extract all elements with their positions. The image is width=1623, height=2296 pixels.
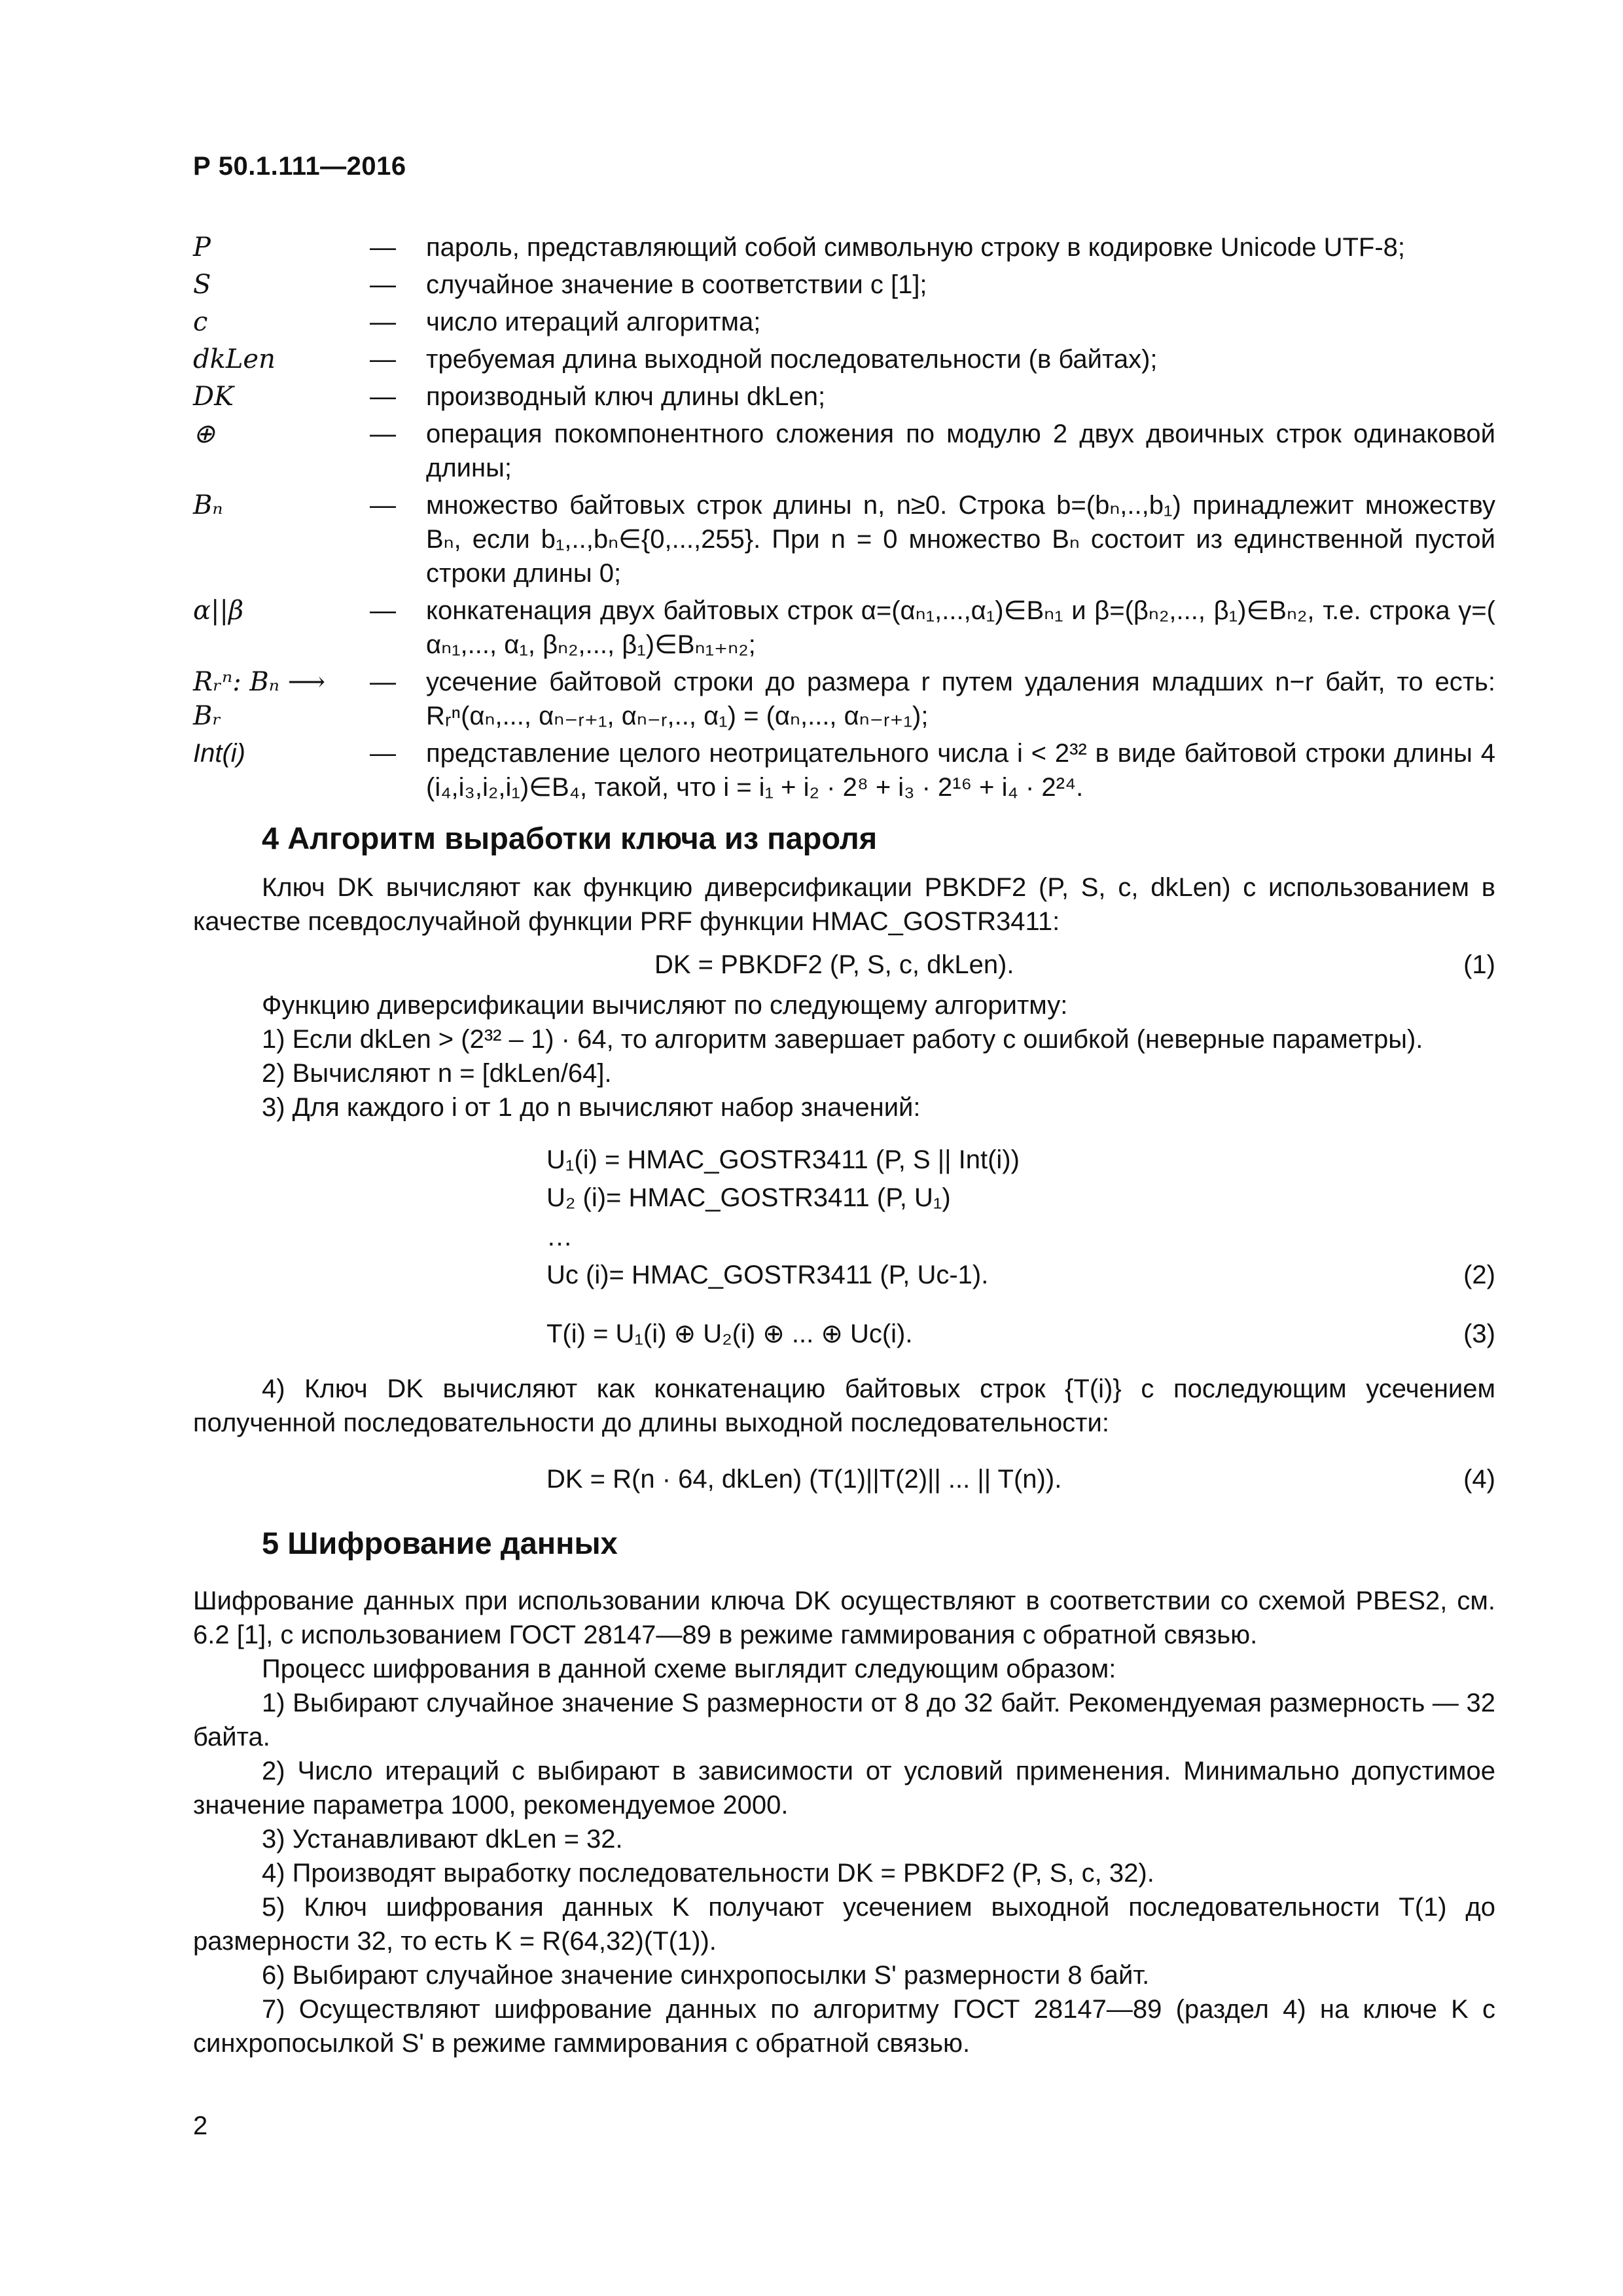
paragraph: Шифрование данных при использовании ключа DK осуществляют в соответствии со схемой PBES2, см. 6.2 [1], с использованием ГОСТ 28147—89 в режиме гаммирования с обратной связью. — [193, 1587, 1495, 1649]
definition-symbol: DK — [193, 382, 234, 412]
definition-text: операция покомпонентного сложения по модулю 2 двух двоичных строк одинаковой длины; — [426, 420, 1495, 482]
definition-text: множество байтовых строк длины n, n≥0. Строка b=(bₙ,..,b₁) принадлежит множеству Bₙ, если b₁,..,bₙ∈{0,...,255}. При n = 0 множество Bₙ состоит из единственной пустой строки длины 0; — [426, 491, 1495, 588]
list-item: 2) Число итераций c выбирают в зависимости от условий применения. Минимально допустимое значение параметра 1000, рекомендуемое 2000. — [193, 1757, 1495, 1820]
definition-item: Bₙ — множество байтовых строк длины n, n≥0. Строка b=(bₙ,..,b₁) принадлежит множеству Bₙ, если b₁,..,bₙ∈{0,...,255}. При n = 0 множество Bₙ состоит из единственной пустой строки длины 0; — [193, 488, 1495, 590]
xor-symbol: ⊕ — [193, 420, 215, 448]
section-4-body — [193, 870, 1495, 1499]
formula-number: (2) — [1463, 1261, 1495, 1289]
definition-item: dkLen — требуемая длина выходной последовательности (в байтах); — [193, 342, 1495, 376]
definition-item: c — число итераций алгоритма; — [193, 305, 1495, 339]
definition-item: P — пароль, представляющий собой символьную строку в кодировке Unicode UTF-8; — [193, 230, 1495, 264]
definition-text: случайное значение в соответствии с [1]; — [426, 270, 927, 299]
formula-2-block: U₁(i) = HMAC_GOSTR3411 (P, S || Int(i)) U₂ (i)= HMAC_GOSTR3411 (P, U₁) … Uc (i)= HMAC_GOSTR3411 (P, Uc-1). (2) — [193, 1143, 1495, 1297]
section-5-body — [193, 1584, 1495, 2060]
definition-symbol: Rᵣⁿ: Bₙ ⟶ Bᵣ — [193, 667, 326, 731]
page-number: 2 — [193, 2111, 208, 2140]
section-5-heading: 5 Шифрование данных — [262, 1526, 618, 1560]
definition-symbol: S — [193, 270, 211, 300]
definition-symbol: α||β — [193, 596, 244, 626]
definition-item: α||β — конкатенация двух байтовых строк α=(αₙ₁,...,α₁)∈Bₙ₁ и β=(βₙ₂,..., β₁)∈Bₙ₂, т.е. строка γ=( αₙ₁,..., α₁, βₙ₂,..., β₁)∈Bₙ₁₊ₙ₂; — [193, 594, 1495, 662]
definition-text: требуемая длина выходной последовательности (в байтах); — [426, 345, 1158, 374]
document-code: Р 50.1.111—2016 — [193, 152, 406, 181]
paragraph: Процесс шифрования в данной схеме выглядит следующим образом: — [262, 1655, 1116, 1683]
definition-symbol: dkLen — [193, 344, 276, 374]
list-item: 4) Ключ DK вычисляют как конкатенацию байтовых строк {T(i)} с последующим усечением полученной последовательности до длины выходной последовательности: — [193, 1374, 1495, 1437]
definition-item: Int(i) — представление целого неотрицательного числа i < 2³² в виде байтовой строки длины 4 (i₄,i₃,i₂,i₁)∈B₄, такой, что i = i₁ + i₂ · 2⁸ + i₃ · 2¹⁶ + i₄ · 2²⁴. — [193, 736, 1495, 804]
paragraph: Ключ DK вычисляют как функцию диверсификации PBKDF2 (P, S, c, dkLen) с использованием в качестве псевдослучайной функции PRF функции HMAC_GOSTR3411: — [193, 873, 1495, 936]
definition-item: S — случайное значение в соответствии с [1]; — [193, 268, 1495, 302]
list-item: 4) Производят выработку последовательности DK = PBKDF2 (P, S, c, 32). — [262, 1859, 1154, 1888]
definition-item: DK — производный ключ длины dkLen; — [193, 380, 1495, 414]
definition-symbol: c — [193, 307, 208, 337]
list-item: 1) Если dkLen > (2³² – 1) · 64, то алгоритм завершает работу с ошибкой (неверные параметры). — [262, 1025, 1423, 1054]
definition-text: производный ключ длины dkLen; — [426, 382, 826, 411]
list-item: 2) Вычисляют n = [dkLen/64]. — [262, 1059, 612, 1088]
list-item: 5) Ключ шифрования данных K получают усечением выходной последовательности T(1) до размерности 32, то есть K = R(64,32)(T(1)). — [193, 1893, 1495, 1956]
definitions-list — [193, 230, 1495, 808]
list-item: 3) Устанавливают dkLen = 32. — [262, 1825, 623, 1854]
formula-1: DK = PBKDF2 (P, S, c, dkLen). (1) — [193, 948, 1495, 984]
definition-symbol: Bₙ — [193, 490, 223, 520]
definition-symbol: P — [193, 232, 211, 262]
definition-text: усечение байтовой строки до размера r путем удаления младших n−r байт, то есть: Rᵣⁿ(αₙ,..., αₙ₋ᵣ₊₁, αₙ₋ᵣ,.., α₁) = (αₙ,..., αₙ₋ᵣ₊₁); — [426, 668, 1495, 730]
definition-text: представление целого неотрицательного числа i < 2³² в виде байтовой строки длины 4 (i₄,i₃,i₂,i₁)∈B₄, такой, что i = i₁ + i₂ · 2⁸ + i₃ · 2¹⁶ + i₄ · 2²⁴. — [426, 739, 1495, 802]
list-item: 6) Выбирают случайное значение синхропосылки S' размерности 8 байт. — [262, 1961, 1150, 1990]
formula-number: (4) — [1463, 1465, 1495, 1494]
paragraph: Функцию диверсификации вычисляют по следующему алгоритму: — [262, 991, 1068, 1020]
list-item: 3) Для каждого i от 1 до n вычисляют набор значений: — [262, 1093, 921, 1122]
definition-text: конкатенация двух байтовых строк α=(αₙ₁,...,α₁)∈Bₙ₁ и β=(βₙ₂,..., β₁)∈Bₙ₂, т.е. строка γ=( αₙ₁,..., α₁, βₙ₂,..., β₁)∈Bₙ₁₊ₙ₂; — [426, 596, 1495, 659]
formula-3: T(i) = U₁(i) ⊕ U₂(i) ⊕ ... ⊕ Uc(i). (3) — [193, 1317, 1495, 1354]
definition-symbol: Int(i) — [193, 739, 245, 768]
definition-text: число итераций алгоритма; — [426, 308, 761, 336]
formula-number: (3) — [1463, 1319, 1495, 1348]
definition-item: Rᵣⁿ: Bₙ ⟶ Bᵣ — усечение байтовой строки до размера r путем удаления младших n−r байт, то есть: Rᵣⁿ(αₙ,..., αₙ₋ᵣ₊₁, αₙ₋ᵣ,.., α₁) = (αₙ,..., αₙ₋ᵣ₊₁); — [193, 665, 1495, 733]
section-4-heading: 4 Алгоритм выработки ключа из пароля — [262, 821, 878, 855]
definition-item: ⊕ — операция покомпонентного сложения по модулю 2 двух двоичных строк одинаковой длины; — [193, 417, 1495, 485]
list-item: 1) Выбирают случайное значение S размерности от 8 до 32 байт. Рекомендуемая размерность — 32 байта. — [193, 1689, 1495, 1751]
definition-text: пароль, представляющий собой символьную строку в кодировке Unicode UTF-8; — [426, 233, 1405, 262]
list-item: 7) Осуществляют шифрование данных по алгоритму ГОСТ 28147—89 (раздел 4) на ключе K с синхропосылкой S' в режиме гаммирования с обратной связью. — [193, 1995, 1495, 2058]
formula-4: DK = R(n · 64, dkLen) (T(1)||T(2)|| ... || T(n)). (4) — [193, 1462, 1495, 1499]
formula-number: (1) — [1463, 950, 1495, 979]
